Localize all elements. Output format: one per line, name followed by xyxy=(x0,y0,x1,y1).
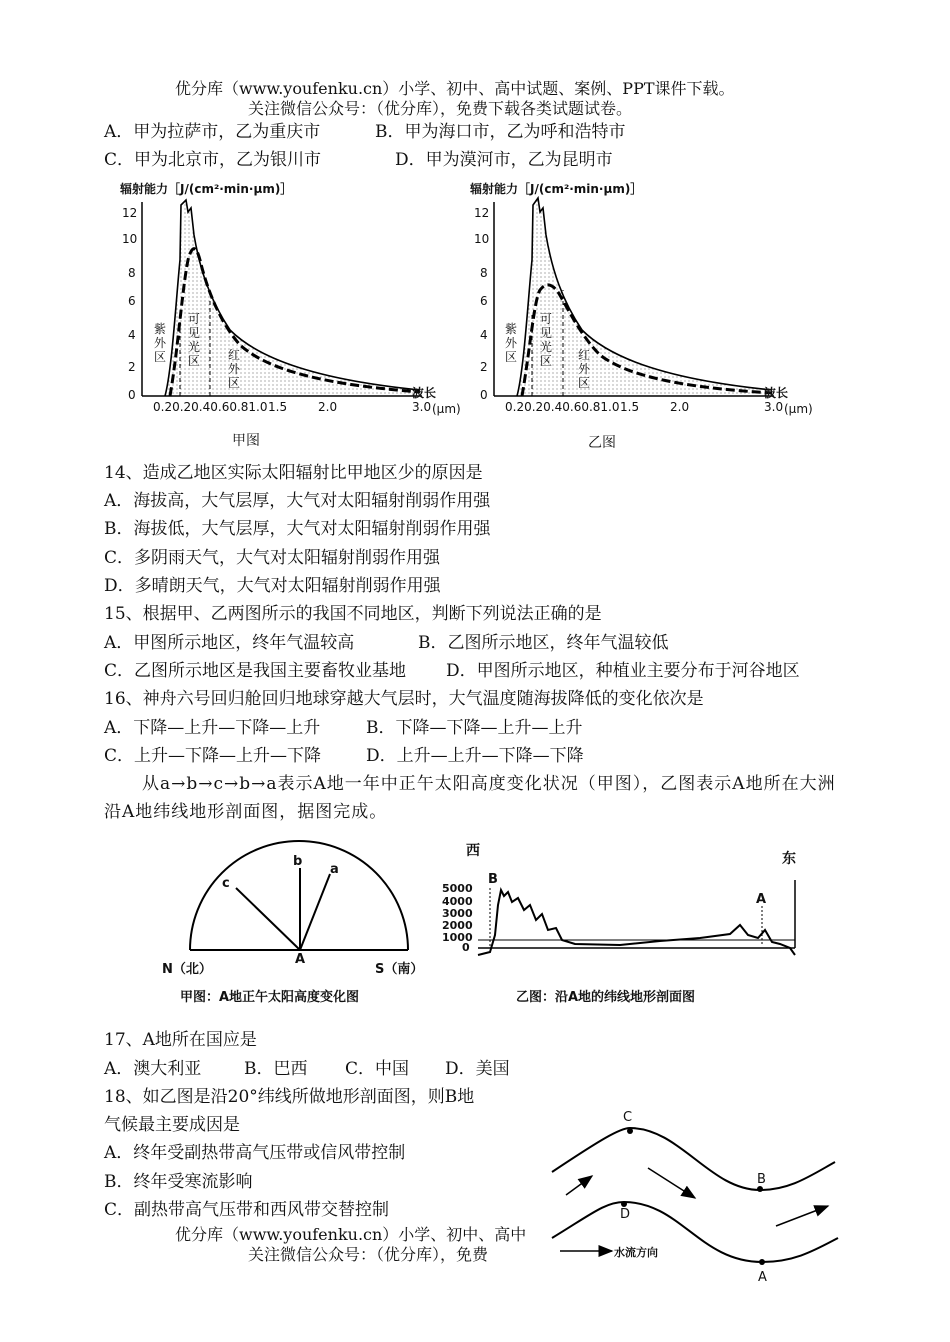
q16-option-c: C．上升—下降—上升—下降 xyxy=(104,746,322,766)
chart-jia-xtick: 3.0 xyxy=(412,400,432,414)
chart-yi-ytick: 12 xyxy=(474,206,490,220)
intro-paragraph: 从a→b→c→b→a表示A地一年中正午太阳高度变化状况（甲图），乙图表示A地所在大洲沿A地纬线地形剖面图，据图完成。 xyxy=(104,774,836,822)
footer-line-1: 优分库（www.youfenku.cn）小学、初中、高中 xyxy=(175,1225,527,1244)
chart-yi-xtick: 1.5 xyxy=(620,400,640,414)
chart-yi-xtick: 3.0 xyxy=(764,400,784,414)
q16-option-a: A．下降—上升—下降—上升 xyxy=(104,718,321,738)
header-line-2: 关注微信公众号：（优分库），免费下载各类试题试卷。 xyxy=(248,99,633,118)
river-label-d: D xyxy=(620,1207,631,1222)
profile-ytick: 3000 xyxy=(442,907,473,920)
q17-option-d: D．美国 xyxy=(445,1059,510,1079)
chart-jia-ytick: 8 xyxy=(128,266,136,280)
river-label-a: A xyxy=(758,1270,767,1285)
chart-yi-caption: 乙图 xyxy=(588,435,616,451)
profile-ytick: 1000 xyxy=(442,931,473,944)
sun-label-a: a xyxy=(330,862,339,877)
q16-option-d: D．上升—上升—下降—下降 xyxy=(366,746,584,766)
chart-yi-ytick: 2 xyxy=(480,360,488,374)
chart-jia-ylabel: 辐射能力［J/(cm²·min·μm)］ xyxy=(120,182,293,196)
q18-stem-2: 气候最主要成因是 xyxy=(104,1115,240,1135)
river-flow-arrow-2 xyxy=(648,1168,695,1198)
river-flow-arrow-1 xyxy=(566,1176,592,1195)
q13-option-b: B．甲为海口市，乙为呼和浩特市 xyxy=(375,122,626,142)
chart-jia-ytick: 6 xyxy=(128,294,136,308)
chart-yi-vis-label: 可见光区 xyxy=(540,312,553,368)
q13-option-c: C．甲为北京市，乙为银川市 xyxy=(104,150,322,170)
river-point-c xyxy=(627,1128,633,1134)
river-bank-south xyxy=(552,1202,838,1262)
q15-stem: 15、根据甲、乙两图所示的我国不同地区，判断下列说法正确的是 xyxy=(104,604,602,624)
chart-yi-ytick: 10 xyxy=(474,232,490,246)
sun-label-b: b xyxy=(293,854,303,869)
q15-option-b: B．乙图所示地区，终年气温较低 xyxy=(418,633,669,653)
profile-caption: 乙图：沿A地的纬线地形剖面图 xyxy=(516,990,696,1005)
profile-label-east: 东 xyxy=(782,851,796,867)
q14-option-b: B．海拔低，大气层厚，大气对太阳辐射削弱作用强 xyxy=(104,519,491,539)
sun-label-c: c xyxy=(222,876,230,891)
chart-yi-xticks: 0.20.20.40.60.81.0 xyxy=(505,400,620,414)
sun-label-A: A xyxy=(295,952,306,967)
q14-stem: 14、造成乙地区实际太阳辐射比甲地区少的原因是 xyxy=(104,463,483,483)
chart-jia-xlabel: 波长 xyxy=(412,386,437,400)
q15-option-c: C．乙图所示地区是我国主要畜牧业基地 xyxy=(104,661,407,681)
header-line-1: 优分库（www.youfenku.cn）小学、初中、高中试题、案例、PPT课件下载。 xyxy=(175,79,735,98)
chart-yi-ylabel: 辐射能力［J/(cm²·min·μm)］ xyxy=(470,182,643,196)
river-legend-label: 水流方向 xyxy=(614,1246,658,1259)
q18-option-b: B．终年受寒流影响 xyxy=(104,1172,253,1192)
q15-option-d: D．甲图所示地区，种植业主要分布于河谷地区 xyxy=(446,661,800,681)
chart-jia-ir-label: 红外区 xyxy=(228,348,241,390)
profile-label-west: 西 xyxy=(466,843,480,859)
q13-option-a: A．甲为拉萨市，乙为重庆市 xyxy=(104,122,321,142)
profile-label-a: A xyxy=(756,892,767,907)
q18-option-c: C．副热带高气压带和西风带交替控制 xyxy=(104,1200,390,1220)
q17-option-c: C．中国 xyxy=(345,1059,410,1079)
profile-ytick: 4000 xyxy=(442,895,473,908)
chart-yi-ir-label: 红外区 xyxy=(578,348,591,390)
sun-label-n: N（北） xyxy=(162,962,212,977)
q13-option-d: D．甲为漠河市，乙为昆明市 xyxy=(395,150,613,170)
chart-jia-ytick: 0 xyxy=(128,388,136,402)
river-label-c: C xyxy=(623,1110,633,1125)
footer-line-2: 关注微信公众号：（优分库），免费 xyxy=(248,1245,489,1264)
profile-ytick: 0 xyxy=(462,941,470,954)
chart-jia-ytick: 12 xyxy=(122,206,138,220)
chart-jia-xunit: (μm) xyxy=(432,402,461,416)
chart-yi-ytick: 0 xyxy=(480,388,488,402)
chart-yi-ytick: 4 xyxy=(480,328,488,342)
q18-option-a: A．终年受副热带高气压带或信风带控制 xyxy=(104,1143,406,1163)
chart-jia-ytick: 2 xyxy=(128,360,136,374)
chart-yi-uv-label: 紫外区 xyxy=(505,322,518,364)
q18-stem-1: 18、如乙图是沿20°纬线所做地形剖面图，则B地 xyxy=(104,1087,475,1107)
q14-option-d: D．多晴朗天气，大气对太阳辐射削弱作用强 xyxy=(104,576,441,596)
river-point-a xyxy=(759,1259,765,1265)
q17-option-a: A．澳大利亚 xyxy=(104,1059,202,1079)
profile-ytick: 5000 xyxy=(442,882,473,895)
q17-stem: 17、A地所在国应是 xyxy=(104,1030,257,1050)
chart-yi-xlabel: 波长 xyxy=(764,386,789,400)
chart-jia-uv-label: 紫外区 xyxy=(154,322,167,364)
river-flow-arrow-3 xyxy=(776,1206,828,1226)
chart-jia-xtick: 2.0 xyxy=(318,400,338,414)
sun-label-s: S（南） xyxy=(375,962,424,977)
chart-jia-ytick: 10 xyxy=(122,232,138,246)
q17-option-b: B．巴西 xyxy=(244,1059,308,1079)
chart-jia-ytick: 4 xyxy=(128,328,136,342)
profile-ytick: 2000 xyxy=(442,919,473,932)
chart-yi-xunit: (μm) xyxy=(784,402,813,416)
q14-option-a: A．海拔高，大气层厚，大气对太阳辐射削弱作用强 xyxy=(104,491,491,511)
q16-option-b: B．下降—下降—上升—上升 xyxy=(366,718,583,738)
chart-yi-ytick: 8 xyxy=(480,266,488,280)
q15-option-a: A．甲图所示地区，终年气温较高 xyxy=(104,633,355,653)
river-bank-north xyxy=(552,1128,835,1190)
chart-jia-vis-label: 可见光区 xyxy=(188,312,201,368)
q16-stem: 16、神舟六号回归舱回归地球穿越大气层时，大气温度随海拔降低的变化依次是 xyxy=(104,689,704,709)
chart-jia-caption: 甲图 xyxy=(232,433,260,449)
chart-jia-xticks: 0.20.20.40.60.81.0 xyxy=(153,400,268,414)
chart-jia-xtick: 1.5 xyxy=(268,400,288,414)
sun-caption: 甲图：A地正午太阳高度变化图 xyxy=(180,990,360,1005)
chart-yi-ytick: 6 xyxy=(480,294,488,308)
profile-label-b: B xyxy=(488,872,498,887)
river-label-b: B xyxy=(757,1172,766,1187)
chart-yi-xtick: 2.0 xyxy=(670,400,690,414)
q14-option-c: C．多阴雨天气，大气对太阳辐射削弱作用强 xyxy=(104,548,441,568)
